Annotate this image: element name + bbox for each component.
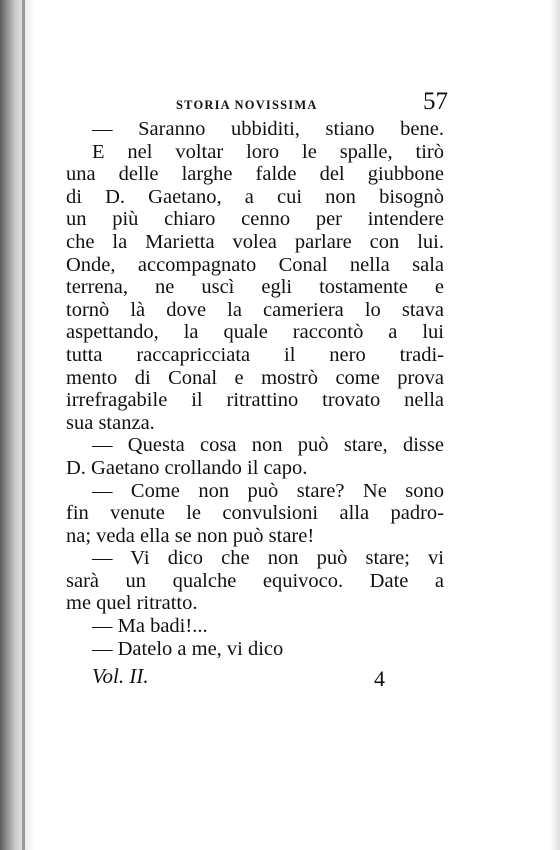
text-line: un più chiaro cenno per intendere xyxy=(66,208,444,231)
text-line: che la Marietta volea parlare con lui. xyxy=(66,230,444,253)
text-line: — Questa cosa non può stare, disse xyxy=(92,434,444,457)
text-line: na; veda ella se non può stare! xyxy=(66,524,315,547)
text-line: D. Gaetano crollando il capo. xyxy=(66,456,308,479)
text-line: aspettando, la quale raccontò a lui xyxy=(66,321,444,344)
text-line: sua stanza. xyxy=(66,411,155,434)
body-text xyxy=(66,118,444,660)
binding-fold-line xyxy=(22,0,25,850)
binding-gutter-shadow xyxy=(0,0,34,850)
text-line: tutta raccapricciata il nero tradi- xyxy=(66,343,444,366)
text-line: — Ma badi!... xyxy=(92,615,208,638)
volume-signature: Vol. II. xyxy=(92,664,149,689)
text-line: di D. Gaetano, a cui non bisognò xyxy=(66,185,444,208)
text-line: — Saranno ubbiditi, stiano bene. xyxy=(92,118,444,140)
text-line: E nel voltar loro le spalle, tirò xyxy=(92,140,444,163)
page-footer xyxy=(66,664,444,694)
text-line: — Vi dico che non può stare; vi xyxy=(92,547,444,570)
text-line: irrefragabile il ritrattino trovato nella xyxy=(66,389,444,412)
page-number: 57 xyxy=(423,88,448,115)
page-edge-shadow xyxy=(550,0,560,850)
text-line: fin venute le convulsioni alla padro- xyxy=(66,502,444,525)
text-line: — Come non può stare? Ne sono xyxy=(92,479,444,502)
text-line: — Datelo a me, vi dico xyxy=(92,637,284,660)
text-line: sarà un qualche equivoco. Date a xyxy=(66,569,444,592)
text-line: me quel ritratto. xyxy=(66,592,198,615)
page-header xyxy=(66,88,448,118)
text-line: Onde, accompagnato Conal nella sala xyxy=(66,253,444,276)
signature-number: 4 xyxy=(374,666,385,692)
text-line: mento di Conal e mostrò come prova xyxy=(66,366,444,389)
page-content xyxy=(66,88,448,694)
text-line: una delle larghe falde del giubbone xyxy=(66,163,444,186)
running-head: STORIA NOVISSIMA xyxy=(176,98,318,112)
text-line: terrena, ne uscì egli tostamente e xyxy=(66,276,444,299)
text-line: tornò là dove la cameriera lo stava xyxy=(66,298,444,321)
